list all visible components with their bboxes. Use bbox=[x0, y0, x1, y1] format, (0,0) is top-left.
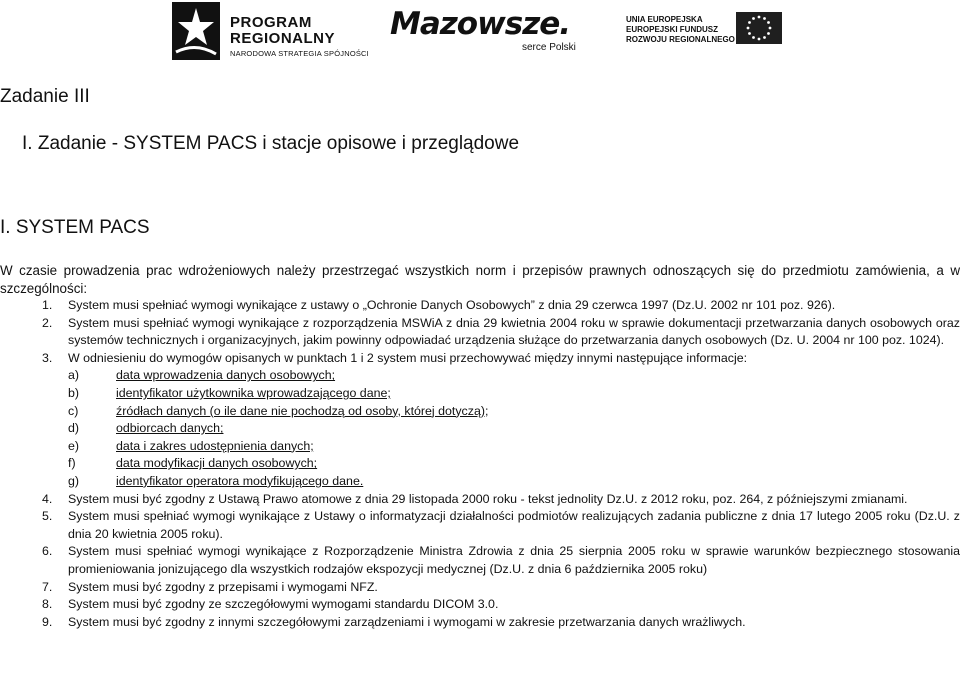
eu-line2: EUROPEJSKI FUNDUSZ bbox=[626, 25, 719, 34]
program-star-icon bbox=[172, 2, 220, 60]
sub-item-text: data i zakres udostępnienia danych; bbox=[116, 438, 314, 453]
sub-item-text: data wprowadzenia danych osobowych; bbox=[116, 368, 336, 383]
item-text: System musi spełniać wymogi wynikające z rozporządzenia MSWiA z dnia 29 kwietnia 2004 roku w sprawie dokumentacji przetwarzania danych osobowych oraz systemów technicznych i organizacyjnych, jakim powinny odpowiadać urządzenia służące do przetwarzania danych osobowych (Dz. U. 2004 nr 100 poz. 1024). bbox=[68, 315, 960, 348]
eu-logo bbox=[626, 12, 788, 52]
section-title: I. SYSTEM PACS bbox=[0, 217, 150, 238]
item-number: 4. bbox=[42, 491, 53, 506]
list-item bbox=[0, 350, 960, 368]
eu-line1: UNIA EUROPEJSKA bbox=[626, 15, 703, 24]
task-title: Zadanie III bbox=[0, 86, 90, 107]
sub-list-item bbox=[0, 473, 960, 491]
sub-item-text: identyfikator użytkownika wprowadzającego dane; bbox=[116, 385, 391, 400]
item-text: System musi być zgodny z przepisami i wymogami NFZ. bbox=[68, 579, 378, 594]
item-number: 8. bbox=[42, 597, 53, 612]
program-line2: REGIONALNY bbox=[230, 30, 336, 47]
list-item bbox=[0, 543, 960, 578]
sub-list-item bbox=[0, 420, 960, 438]
eu-text bbox=[626, 15, 735, 45]
program-line3: NARODOWA STRATEGIA SPÓJNOŚCI bbox=[230, 49, 369, 58]
list-item bbox=[0, 596, 960, 614]
sub-item-text: odbiorcach danych; bbox=[116, 421, 224, 436]
sub-item-letter: c) bbox=[68, 403, 79, 418]
item-number: 5. bbox=[42, 509, 53, 524]
item-number: 9. bbox=[42, 614, 53, 629]
eu-flag-icon bbox=[736, 12, 782, 44]
program-line1: PROGRAM bbox=[230, 14, 312, 31]
mazowsze-logo bbox=[390, 6, 590, 58]
item-text: System musi spełniać wymogi wynikające z Ustawy o informatyzacji działalności podmiotów realizujących zadania publiczne z dnia 17 lutego 2005 roku (Dz.U. z dnia 20 kwietnia 2005 roku). bbox=[68, 509, 960, 541]
item-text: System musi spełniać wymogi wynikające z Rozporządzenie Ministra Zdrowia z dnia 25 sierpnia 2005 roku w sprawie warunków bezpiecznego stosowania promieniowania jonizującego dla wszystkich rodzajów ekspozycji medycznej (Dz.U. z dnia 6 października 2005 roku) bbox=[68, 544, 960, 576]
sub-item-letter: b) bbox=[68, 385, 80, 400]
intro-paragraph: W czasie prowadzenia prac wdrożeniowych należy przestrzegać wszystkich norm i przepisów prawnych odnoszących się do przedmiotu zamówienia, a w szczególności: bbox=[0, 263, 960, 296]
task-subtitle: I. Zadanie - SYSTEM PACS i stacje opisowe i przeglądowe bbox=[22, 133, 520, 154]
list-item bbox=[0, 579, 960, 597]
item-number: 7. bbox=[42, 579, 53, 594]
item-number: 2. bbox=[42, 315, 53, 330]
list-item bbox=[0, 315, 960, 350]
header-logos bbox=[172, 0, 788, 62]
stored-information-list bbox=[0, 367, 960, 490]
sub-item-text: źródłach danych (o ile dane nie pochodzą od osoby, której dotyczą); bbox=[116, 403, 489, 418]
sub-list-item bbox=[0, 385, 960, 403]
sub-list-item bbox=[0, 438, 960, 456]
requirements-list bbox=[0, 297, 960, 631]
sub-item-letter: g) bbox=[68, 473, 80, 488]
sub-item-letter: a) bbox=[68, 368, 80, 383]
sub-item-text: identyfikator operatora modyfikującego dane. bbox=[116, 473, 364, 488]
list-item bbox=[0, 491, 960, 509]
list-item bbox=[0, 297, 960, 315]
item-text: System musi spełniać wymogi wynikające z ustawy o „Ochronie Danych Osobowych” z dnia 29 czerwca 1997 (Dz.U. 2002 nr 101 poz. 926). bbox=[68, 298, 836, 312]
item-text: System musi być zgodny z innymi szczegółowymi zarządzeniami i wymogami w zakresie przetwarzania danych wrażliwych. bbox=[68, 614, 746, 629]
sub-list-item bbox=[0, 403, 960, 421]
item-number: 3. bbox=[42, 350, 53, 365]
item-text: System musi być zgodny z Ustawą Prawo atomowe z dnia 29 listopada 2000 roku - tekst jednolity Dz.U. z 2012 roku, poz. 264, z późniejszymi zmianami. bbox=[68, 491, 908, 506]
item-text: W odniesieniu do wymogów opisanych w punktach 1 i 2 system musi przechowywać między innymi następujące informacje: bbox=[68, 350, 748, 365]
eu-line3: ROZWOJU REGIONALNEGO bbox=[626, 35, 735, 44]
mazowsze-tagline: serce Polski bbox=[522, 42, 576, 53]
list-item bbox=[0, 508, 960, 543]
sub-item-letter: f) bbox=[68, 456, 76, 471]
sub-item-letter: e) bbox=[68, 438, 80, 453]
sub-item-text: data modyfikacji danych osobowych; bbox=[116, 456, 318, 471]
sub-list-item bbox=[0, 367, 960, 385]
item-number: 1. bbox=[42, 298, 53, 312]
item-number: 6. bbox=[42, 544, 53, 559]
sub-list-item bbox=[0, 455, 960, 473]
mazowsze-word: Mazowsze. bbox=[390, 6, 571, 42]
sub-item-letter: d) bbox=[68, 421, 80, 436]
program-regionalny-logo bbox=[172, 2, 369, 60]
item-text: System musi być zgodny ze szczegółowymi wymogami standardu DICOM 3.0. bbox=[68, 597, 499, 612]
list-item bbox=[0, 614, 960, 632]
